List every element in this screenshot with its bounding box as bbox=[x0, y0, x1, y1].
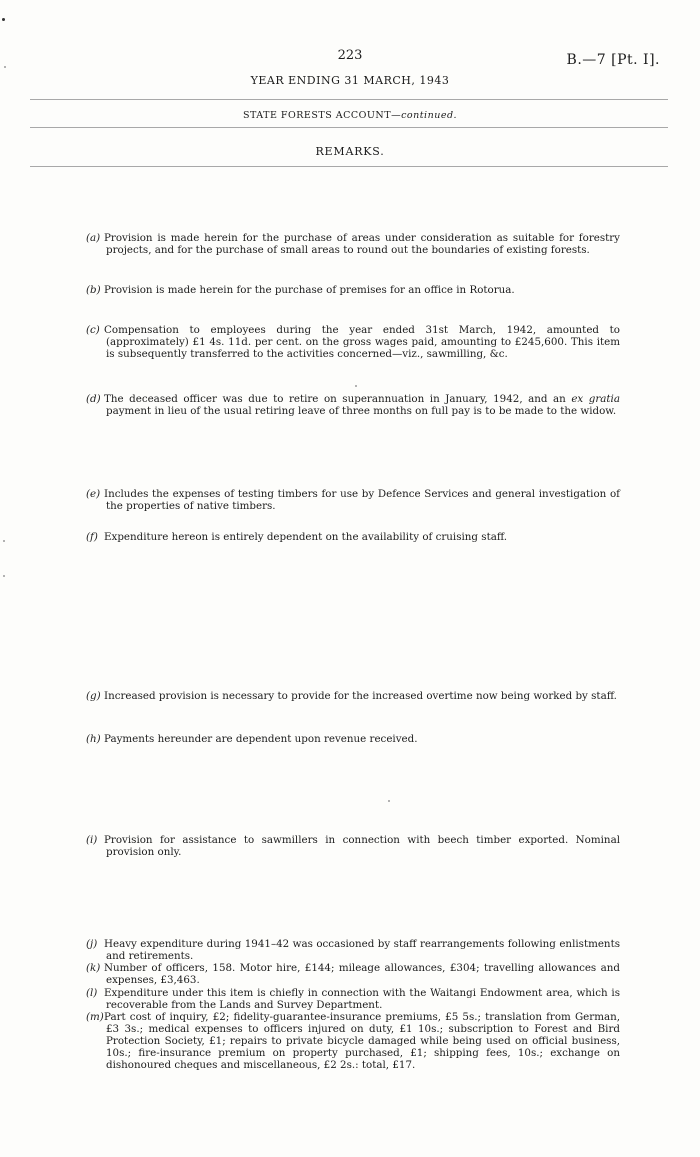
remark-text: Number of officers, 158. Motor hire, £144; mileage allowances, £304; travelling allowances and expenses, £3,463. bbox=[104, 962, 620, 986]
remark-l bbox=[86, 987, 620, 1011]
remark-text-after: payment in lieu of the usual retiring leave of three months on full pay is to be made to the widow. bbox=[106, 405, 617, 417]
remark-marker: (b) bbox=[86, 284, 101, 296]
account-title-suffix: —continued. bbox=[391, 110, 458, 121]
account-title bbox=[0, 110, 700, 121]
remark-marker: (e) bbox=[86, 488, 101, 500]
remark-marker: (j) bbox=[86, 938, 98, 950]
remark-a bbox=[86, 232, 620, 256]
remarks-title: REMARKS. bbox=[315, 145, 385, 158]
remark-text-before: The deceased officer was due to retire on superannuation in January, 1942, and an bbox=[104, 393, 572, 405]
remark-g bbox=[86, 690, 620, 702]
page-heading: YEAR ENDING 31 MARCH, 1943 bbox=[250, 74, 450, 87]
remark-h bbox=[86, 733, 620, 745]
remark-text: Expenditure under this item is chiefly in connection with the Waitangi Endowment area, which is recoverable from the Lands and Survey Department. bbox=[104, 987, 620, 1011]
remark-text: Heavy expenditure during 1941–42 was occasioned by staff rearrangements following enlistments and retirements. bbox=[104, 938, 620, 962]
remark-marker: (k) bbox=[86, 962, 101, 974]
rule-2 bbox=[30, 127, 668, 128]
rule-3 bbox=[30, 166, 668, 167]
remark-c bbox=[86, 324, 620, 360]
remark-marker: (h) bbox=[86, 733, 101, 745]
remark-text: Includes the expenses of testing timbers for use by Defence Services and general investigation of the properties of native timbers. bbox=[104, 488, 620, 512]
scan-speck bbox=[4, 66, 6, 68]
remark-text: Provision for assistance to sawmillers in connection with beech timber exported. Nominal provision only. bbox=[104, 834, 620, 858]
remark-e bbox=[86, 488, 620, 512]
remark-j bbox=[86, 938, 620, 962]
remark-marker: (f) bbox=[86, 531, 98, 543]
page-number: 223 bbox=[337, 48, 363, 63]
remark-text: Payments hereunder are dependent upon revenue received. bbox=[104, 733, 418, 745]
rule-1 bbox=[30, 99, 668, 100]
remark-italic-phrase: ex gratia bbox=[571, 393, 620, 405]
remark-text: Compensation to employees during the year ended 31st March, 1942, amounted to (approximately) £1 4s. 11d. per cent. on the gross wages paid, amounting to £245,600. This item is subsequently transferred to the activities concerned—viz., sawmilling, &c. bbox=[104, 324, 620, 360]
remark-d bbox=[86, 393, 620, 417]
remark-marker: (l) bbox=[86, 987, 98, 999]
remark-text: Part cost of inquiry, £2; fidelity-guarantee-insurance premiums, £5 5s.; translation from German, £3 3s.; medical expenses to officers injured on duty, £1 10s.; subscription to Forest and Bird Protection Society, £1; repairs to private bicycle damaged while being used on official business, 10s.; fire-insurance premium on property purchased, £1; shipping fees, 10s.; exchange on dishonoured cheques and miscellaneous, £2 2s.: total, £17. bbox=[104, 1011, 620, 1071]
document-reference: B.—7 [Pt. I]. bbox=[566, 52, 660, 68]
remark-marker: (d) bbox=[86, 393, 101, 405]
scan-speck bbox=[3, 540, 5, 542]
remark-text: Provision is made herein for the purchase of premises for an office in Rotorua. bbox=[104, 284, 515, 296]
remark-b bbox=[86, 284, 620, 296]
scan-speck bbox=[388, 800, 390, 802]
remark-text: Provision is made herein for the purchase of areas under consideration as suitable for forestry projects, and for the purchase of small areas to round out the boundaries of existing forests. bbox=[104, 232, 620, 256]
remark-marker: (i) bbox=[86, 834, 98, 846]
remark-marker: (m) bbox=[86, 1011, 104, 1023]
remark-marker: (a) bbox=[86, 232, 101, 244]
remark-text: Increased provision is necessary to provide for the increased overtime now being worked by staff. bbox=[104, 690, 617, 702]
scan-speck bbox=[2, 18, 5, 21]
remark-text: Expenditure hereon is entirely dependent on the availability of cruising staff. bbox=[104, 531, 508, 543]
scan-speck bbox=[3, 575, 5, 577]
remark-marker: (g) bbox=[86, 690, 101, 702]
account-title-text: STATE FORESTS ACCOUNT bbox=[242, 110, 392, 121]
scan-speck bbox=[355, 385, 357, 387]
remark-f bbox=[86, 531, 620, 543]
remark-k bbox=[86, 962, 620, 986]
remark-marker: (c) bbox=[86, 324, 100, 336]
remark-i bbox=[86, 834, 620, 858]
remark-m bbox=[86, 1011, 620, 1071]
